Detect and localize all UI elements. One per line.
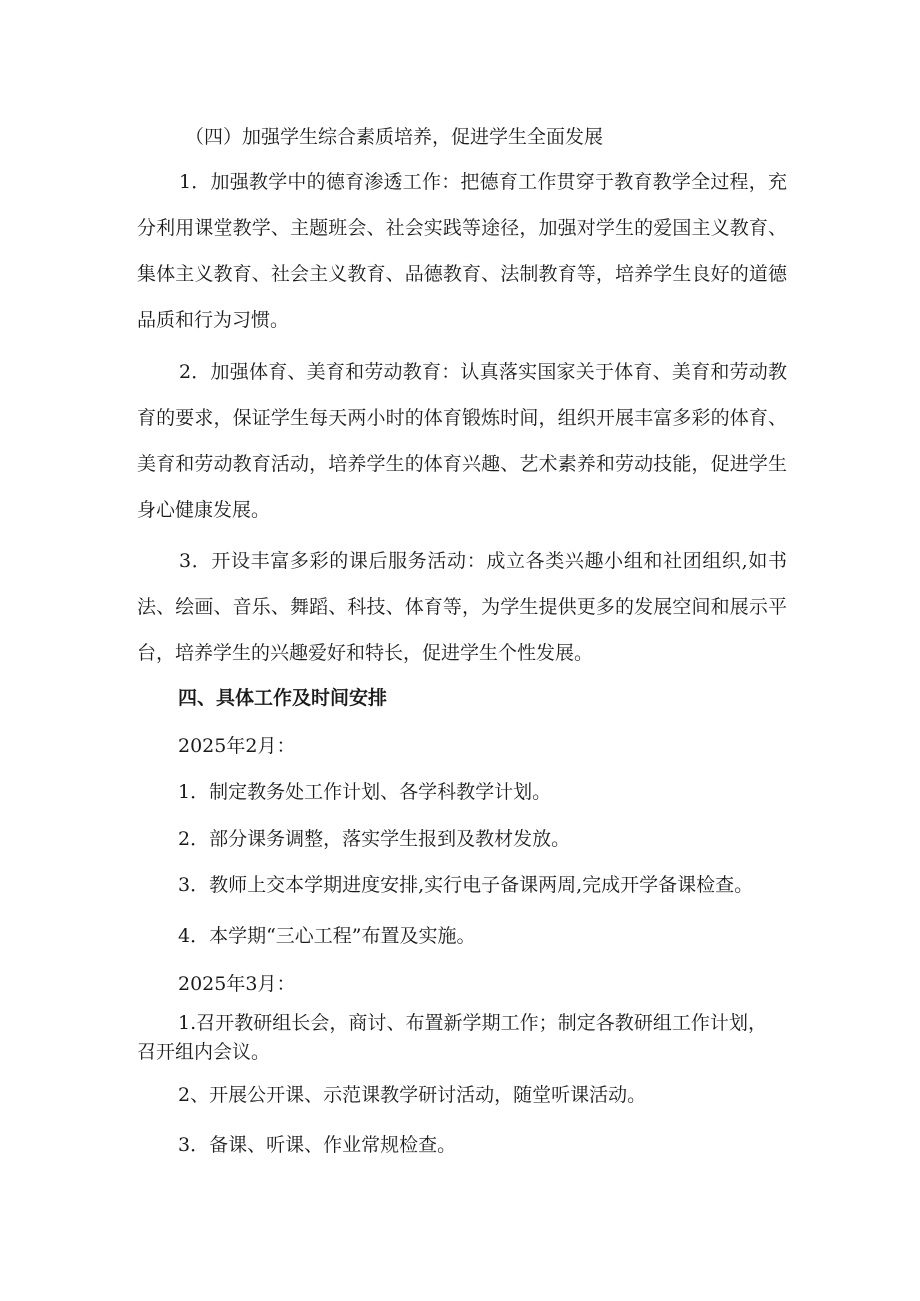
month-title-mar: 2025年3月： [178, 973, 296, 995]
subsection-heading: （四）加强学生综合素质培养，促进学生全面发展 [185, 126, 604, 148]
paragraph-item-1: 1．加强教学中的德育渗透工作：把德育工作贯穿于教育教学全过程，充分利用课堂教学、主题班会、社会实践等途径，加强对学生的爱国主义教育、集体主义教育、社会主义教育、品德教育、法制教育等，培养学生良好的道德品质和行为习惯。 [137, 171, 787, 331]
list-item: 3．备课、听课、作业常规检查。 [178, 1134, 457, 1156]
list-item: 2．部分课务调整，落实学生报到及教材发放。 [178, 828, 571, 850]
month-title-feb: 2025年2月： [178, 735, 296, 757]
list-item: 4．本学期“三心工程”布置及实施。 [178, 925, 476, 947]
paragraph-item-3: 3．开设丰富多彩的课后服务活动：成立各类兴趣小组和社团组织,如书法、绘画、音乐、舞蹈、科技、体育等，为学生提供更多的发展空间和展示平台，培养学生的兴趣爱好和特长，促进学生个性发展。 [137, 550, 787, 664]
list-item: 3．教师上交本学期进度安排,实行电子备课两周,完成开学备课检查。 [178, 874, 754, 896]
list-item: 1.召开教研组长会，商讨、布置新学期工作；制定各教研组工作计划，召开组内会议。 [137, 1012, 767, 1063]
list-item: 2、开展公开课、示范课教学研讨活动，随堂听课活动。 [178, 1084, 647, 1106]
section-heading: 四、具体工作及时间安排 [178, 687, 388, 709]
paragraph-item-2: 2．加强体育、美育和劳动教育：认真落实国家关于体育、美育和劳动教育的要求，保证学生每天两小时的体育锻炼时间，组织开展丰富多彩的体育、美育和劳动教育活动，培养学生的体育兴趣、艺术素养和劳动技能，促进学生身心健康发展。 [137, 361, 787, 521]
list-item: 1．制定教务处工作计划、各学科教学计划。 [178, 781, 552, 803]
